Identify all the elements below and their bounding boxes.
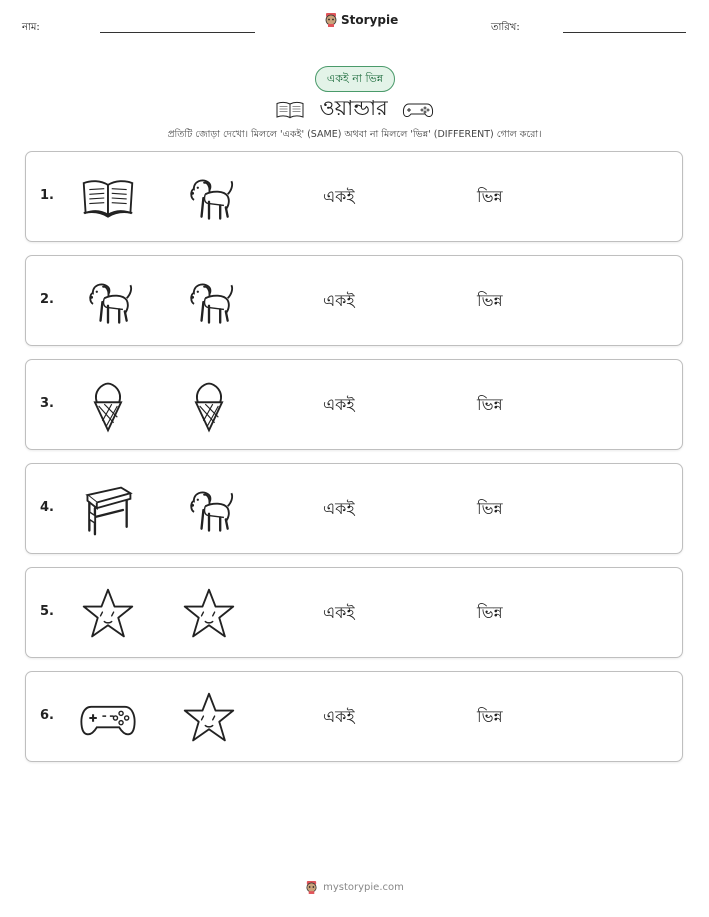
name-input-line[interactable] <box>100 32 255 33</box>
dog-icon <box>181 482 237 538</box>
exercise-row <box>25 255 683 346</box>
option-same[interactable]: একই <box>323 603 355 622</box>
brand-logo <box>324 12 398 27</box>
question-number: 4. <box>40 500 54 515</box>
dog-icon <box>80 274 136 330</box>
exercise-row <box>25 567 683 658</box>
star-icon <box>181 586 237 642</box>
option-different[interactable]: ভিন্ন <box>477 187 503 206</box>
exercise-row <box>25 671 683 762</box>
option-same[interactable]: একই <box>323 395 355 414</box>
title-row <box>0 92 709 127</box>
option-different[interactable]: ভিন্ন <box>477 603 503 622</box>
storypie-mascot-icon <box>305 880 318 894</box>
activity-type-badge: একই না ভিন্ন <box>315 66 395 92</box>
instructions: প্রতিটি জোড়া দেখো। মিললে 'একই' (SAME) অথবা না মিললে 'ভিন্ন' (DIFFERENT) গোল করো। <box>167 129 542 140</box>
option-same[interactable]: একই <box>323 707 355 726</box>
option-same[interactable]: একই <box>323 187 355 206</box>
date-input-line[interactable] <box>563 32 686 33</box>
brand-name: Storypie <box>341 12 399 27</box>
date-label: তারিখ: <box>491 22 520 33</box>
option-different[interactable]: ভিন্ন <box>477 395 503 414</box>
star-icon <box>181 690 237 746</box>
exercise-row <box>25 151 683 242</box>
footer <box>0 880 709 894</box>
game-controller-icon <box>80 690 136 746</box>
option-different[interactable]: ভিন্ন <box>477 291 503 310</box>
ice-cream-icon <box>80 378 136 434</box>
question-number: 5. <box>40 604 54 619</box>
star-icon <box>80 586 136 642</box>
dog-icon <box>181 170 237 226</box>
question-number: 6. <box>40 708 54 723</box>
exercise-row <box>25 359 683 450</box>
desk-icon <box>80 482 136 538</box>
name-label: নাম: <box>22 22 40 33</box>
game-controller-icon <box>402 100 434 120</box>
book-icon <box>275 100 305 120</box>
storypie-mascot-icon <box>324 12 338 27</box>
book-icon <box>80 170 136 226</box>
footer-url: mystorypie.com <box>323 881 404 893</box>
question-number: 3. <box>40 396 54 411</box>
question-number: 1. <box>40 188 54 203</box>
option-different[interactable]: ভিন্ন <box>477 499 503 518</box>
page-title: ওয়ান্ডার <box>319 96 388 120</box>
question-number: 2. <box>40 292 54 307</box>
option-same[interactable]: একই <box>323 499 355 518</box>
exercise-row <box>25 463 683 554</box>
dog-icon <box>181 274 237 330</box>
option-same[interactable]: একই <box>323 291 355 310</box>
ice-cream-icon <box>181 378 237 434</box>
option-different[interactable]: ভিন্ন <box>477 707 503 726</box>
